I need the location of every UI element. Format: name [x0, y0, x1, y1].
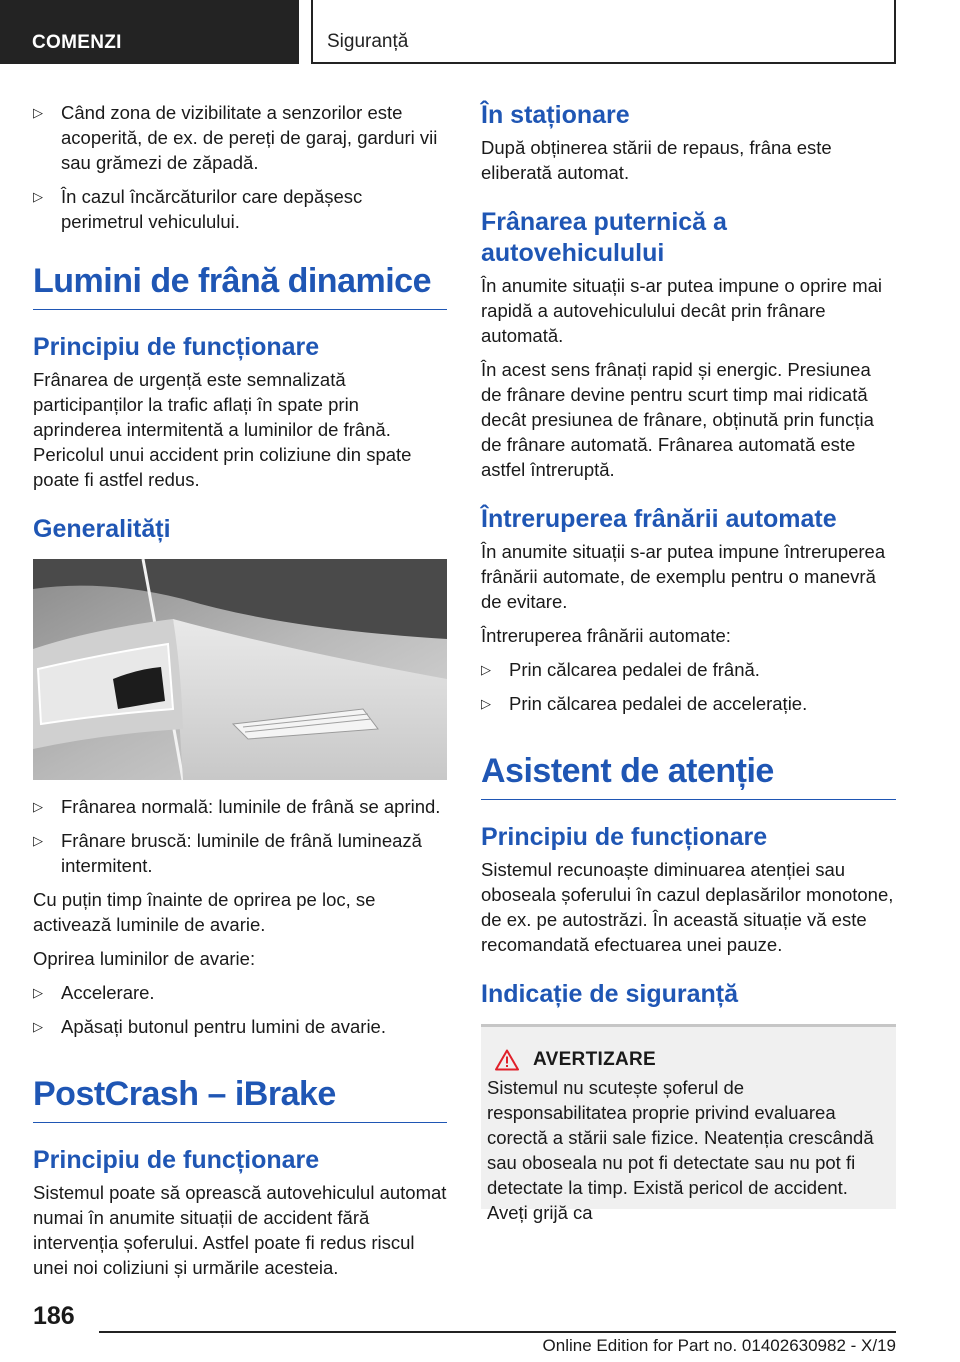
- paragraph: Sistemul recunoaște diminuarea atenției sau oboseala șoferului în cazul deplasărilor monotone, de ex. pe autostrăzi. În această situație vă este recomandată efectuarea unei pauze.: [481, 859, 894, 955]
- paragraph: În acest sens frânați rapid și energic. Presiunea de frânare devine pentru scurt timp mai ridicată decât presiunea de frânare, obținută prin funcția de frânare automată. Frânarea automată este astfel întreruptă.: [481, 359, 874, 480]
- subsection-title-stationary: În staționare: [481, 101, 630, 129]
- paragraph: După obținerea stării de repaus, frâna este eliberată automat.: [481, 137, 832, 183]
- list-item: ▷ Când zona de vizibilitate a senzorilor este acoperită, de ex. de pereți de garaj, garduri vii sau grămezi de zăpadă.: [33, 102, 438, 173]
- subsection-title-principle: Principiu de funcționare: [481, 823, 768, 851]
- page-number: 186: [33, 1302, 75, 1330]
- list-item: ▷ Frânarea normală: luminile de frână se aprind.: [33, 796, 441, 817]
- header-section-tab: [0, 0, 299, 64]
- right-column: [481, 100, 896, 1223]
- list-item: ▷ Frânare bruscă: luminile de frână luminează intermitent.: [33, 830, 422, 876]
- list-item: ▷ În cazul încărcăturilor care depășesc perimetrul vehiculului.: [33, 186, 363, 232]
- triangle-bullet-icon: ▷: [33, 799, 43, 814]
- list-item: ▷ Apăsați butonul pentru lumini de avarie.: [33, 1016, 386, 1037]
- paragraph: Oprirea luminilor de avarie:: [33, 948, 256, 969]
- subsection-title-principle: Principiu de funcționare: [33, 1146, 320, 1174]
- section-title-attention-assistant: Asistent de atenție: [481, 752, 896, 800]
- triangle-bullet-icon: ▷: [33, 189, 43, 204]
- brake-light-bullet-list: [33, 794, 447, 878]
- footer-divider: [99, 1331, 896, 1333]
- paragraph: În anumite situații s-ar putea impune o oprire mai rapidă a autovehiculului decât prin frânare automată.: [481, 275, 883, 346]
- triangle-bullet-icon: ▷: [33, 1019, 43, 1034]
- warning-text: Sistemul nu scutește șoferul de responsabilitatea proprie privind evaluarea corectă a stării sale fizice. Neatenția crescândă sau oboseala nu pot fi detectate sau nu pot fi detectate la timp. Există pericol de accident. Aveți grijă ca: [487, 1077, 874, 1223]
- paragraph: Sistemul poate să oprească autovehiculul automat numai în anumite situații de accident fără intervenția șoferului. Astfel poate fi redus riscul unei noi coliziuni și urmările acesteia.: [33, 1182, 447, 1278]
- list-item: ▷ Prin călcarea pedalei de accelerație.: [481, 693, 808, 714]
- warning-triangle-icon: [495, 1049, 519, 1071]
- intro-bullet-list: [33, 100, 447, 234]
- paragraph: Cu puțin timp înainte de oprirea pe loc, se activează luminile de avarie.: [33, 889, 376, 935]
- list-item: ▷ Prin călcarea pedalei de frână.: [481, 659, 760, 680]
- tail-light-photo: [33, 559, 447, 780]
- subsection-title-interrupt-braking: Întreruperea frânării automate: [481, 505, 837, 533]
- subsection-title-strong-braking: Frânarea puternică a autovehiculului: [481, 208, 727, 267]
- subsection-title-principle: Principiu de funcționare: [33, 333, 320, 361]
- hazard-off-bullet-list: [33, 980, 447, 1039]
- header-chapter-label: Siguranță: [327, 31, 409, 52]
- paragraph: În anumite situații s-ar putea impune întreruperea frânării automate, de exemplu pentru o manevră de evitare.: [481, 541, 886, 612]
- triangle-bullet-icon: ▷: [33, 833, 43, 848]
- paragraph: Întreruperea frânării automate:: [481, 625, 731, 646]
- triangle-bullet-icon: ▷: [481, 696, 491, 711]
- section-title-dynamic-brake-lights: Lumini de frână dinamice: [33, 262, 447, 310]
- section-title-postcrash: PostCrash – iBrake: [33, 1075, 447, 1123]
- warning-title: AVERTIZARE: [533, 1049, 656, 1070]
- header-section-label: COMENZI: [32, 32, 122, 53]
- subsection-title-general: Generalități: [33, 515, 171, 543]
- header-chapter-box: [311, 0, 896, 64]
- triangle-bullet-icon: ▷: [33, 985, 43, 1000]
- triangle-bullet-icon: ▷: [33, 105, 43, 120]
- footer-edition: Online Edition for Part no. 01402630982 - X/19: [542, 1336, 896, 1355]
- interrupt-bullet-list: [481, 657, 896, 716]
- list-item: ▷ Accelerare.: [33, 982, 155, 1003]
- warning-box: [481, 1024, 896, 1223]
- left-column: [33, 100, 447, 1289]
- warning-header: [495, 1049, 888, 1071]
- paragraph: Frânarea de urgență este semnalizată participanților la trafic aflați în spate prin aprinderea intermitentă a luminilor de frână. Pericolul unui accident prin coliziune din spate poate fi astfel redus.: [33, 369, 412, 490]
- subsection-title-safety-note: Indicație de siguranță: [481, 980, 739, 1008]
- triangle-bullet-icon: ▷: [481, 662, 491, 677]
